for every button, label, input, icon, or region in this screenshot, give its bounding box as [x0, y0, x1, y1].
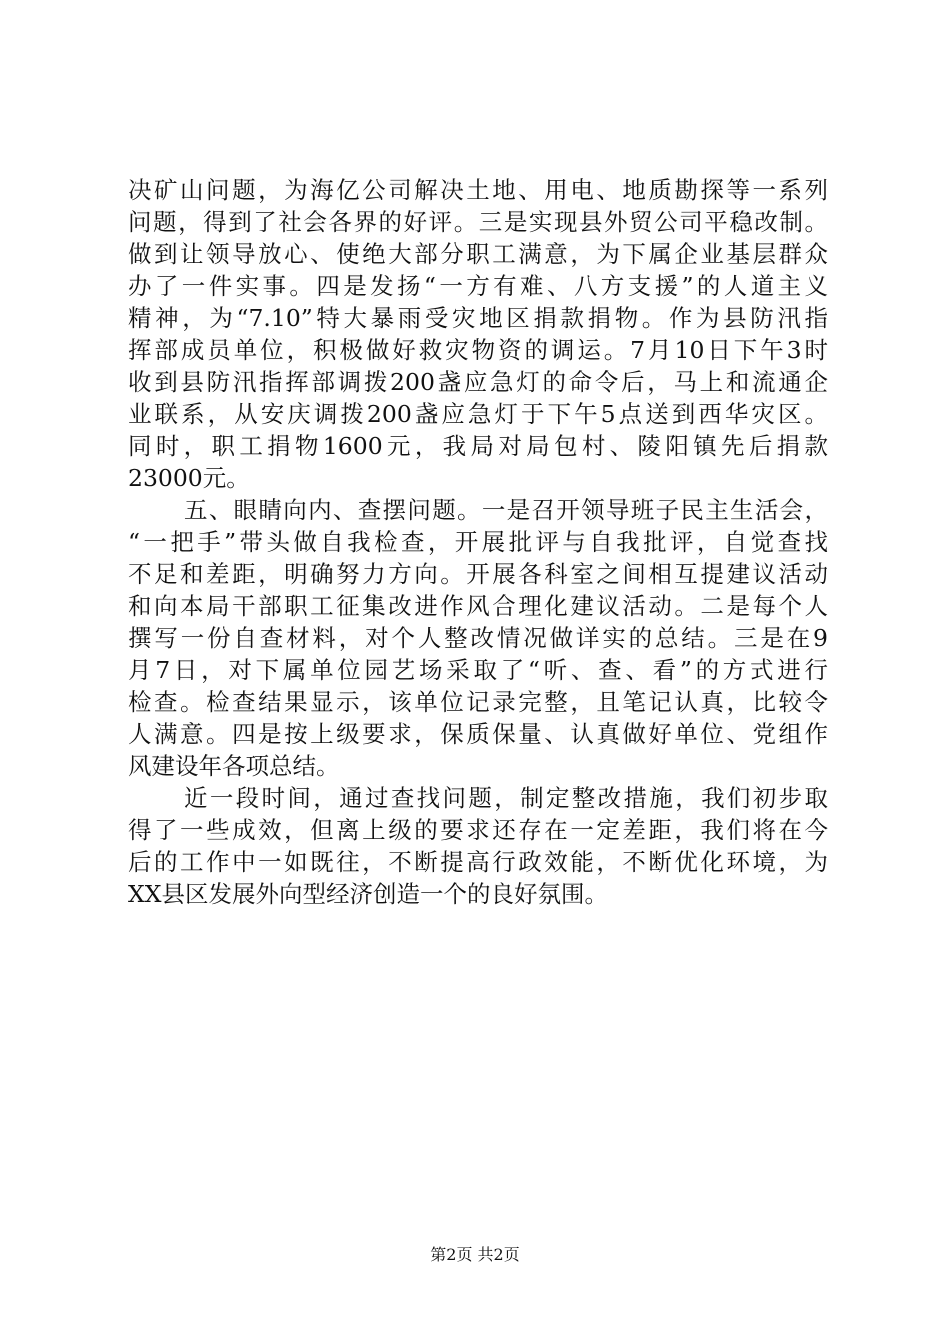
document-body [128, 174, 828, 910]
text-line: 业联系，从安庆调拨200盏应急灯于下午5点送到西华灾区。 [128, 400, 828, 428]
text-line: 风建设年各项总结。 [128, 752, 340, 780]
text-line: “一把手”带头做自我检查，开展批评与自我批评，自觉查找 [128, 528, 828, 556]
text-line: 同时，职工捐物1600元，我局对局包村、陵阳镇先后捐款 [128, 432, 828, 460]
text-line: XX县区发展外向型经济创造一个的良好氛围。 [128, 880, 608, 908]
text-line: 问题，得到了社会各界的好评。三是实现县外贸公司平稳改制。 [128, 208, 828, 236]
text-line: 精神，为“7.10”特大暴雨受灾地区捐款捐物。作为县防汛指 [128, 304, 828, 332]
text-line: 做到让领导放心、使绝大部分职工满意，为下属企业基层群众 [128, 240, 828, 268]
page-footer: 第2页 共2页 [430, 1245, 520, 1264]
paragraph [128, 494, 828, 782]
text-line: 挥部成员单位，积极做好救灾物资的调运。7月10日下午3时 [128, 336, 828, 364]
text-line: 收到县防汛指挥部调拨200盏应急灯的命令后，马上和流通企 [128, 368, 828, 396]
text-line: 和向本局干部职工征集改进作风合理化建议活动。二是每个人 [128, 592, 828, 620]
text-line: 23000元。 [128, 464, 250, 492]
text-line: 月7日，对下属单位园艺场采取了“听、查、看”的方式进行 [128, 656, 828, 684]
text-line: 人满意。四是按上级要求，保质保量、认真做好单位、党组作 [128, 720, 828, 748]
text-line: 得了一些成效，但离上级的要求还存在一定差距，我们将在今 [128, 816, 828, 844]
text-line: 后的工作中一如既往，不断提高行政效能，不断优化环境，为 [128, 848, 828, 876]
text-line: 检查。检查结果显示，该单位记录完整，且笔记认真，比较令 [128, 688, 828, 716]
text-line: 不足和差距，明确努力方向。开展各科室之间相互提建议活动 [128, 560, 828, 588]
paragraph [128, 782, 828, 910]
text-line: 撰写一份自查材料，对个人整改情况做详实的总结。三是在9 [128, 624, 828, 652]
paragraph [128, 174, 828, 494]
text-line: 决矿山问题，为海亿公司解决土地、用电、地质勘探等一系列 [128, 176, 828, 204]
text-line: 办了一件实事。四是发扬“一方有难、八方支援”的人道主义 [128, 272, 828, 300]
text-line: 五、眼睛向内、查摆问题。一是召开领导班子民主生活会， [184, 496, 828, 524]
text-line: 近一段时间，通过查找问题，制定整改措施，我们初步取 [184, 784, 828, 812]
